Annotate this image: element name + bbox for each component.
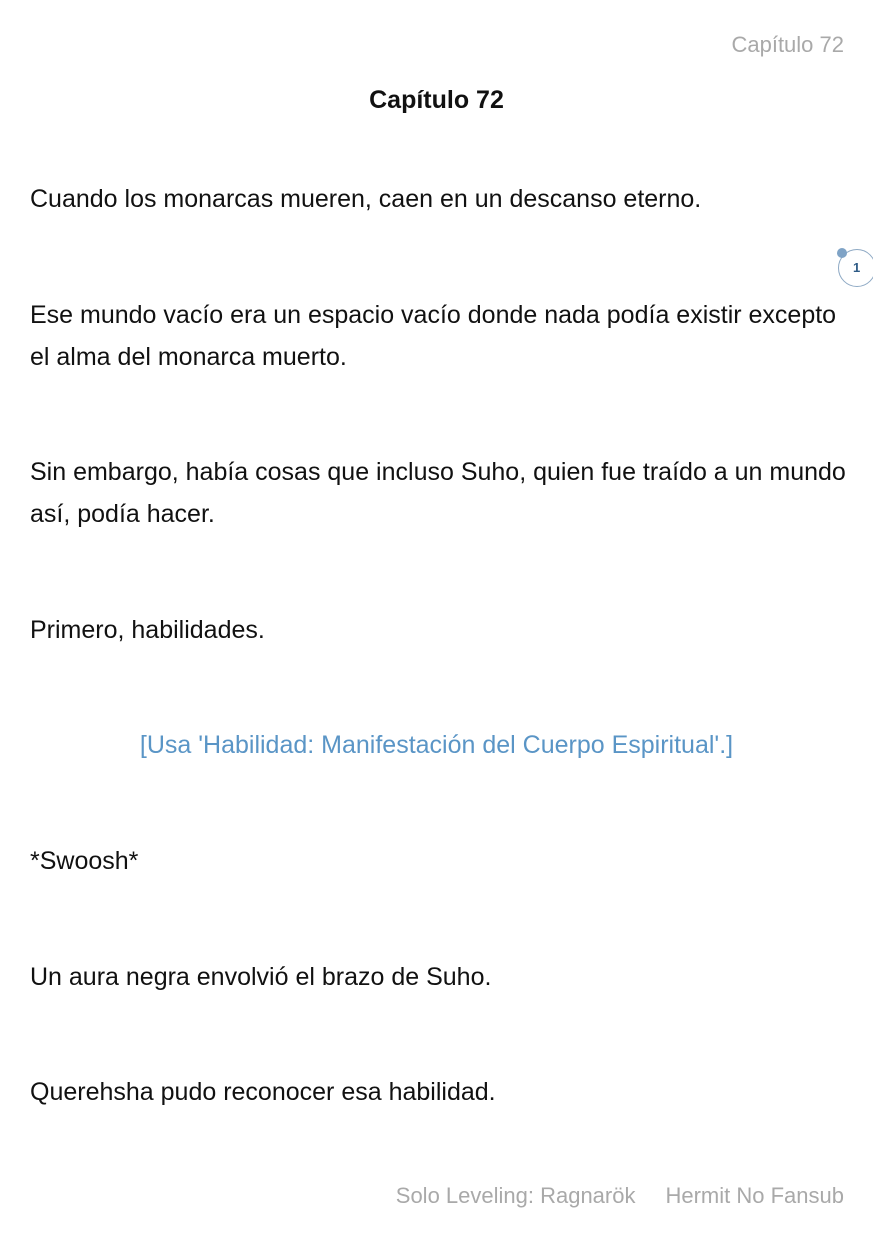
paragraph: Un aura negra envolvió el brazo de Suho. [30, 963, 492, 991]
comment-count: 1 [853, 260, 861, 275]
comment-count-badge[interactable] [838, 249, 873, 287]
running-header-chapter: Capítulo 72 [731, 32, 844, 57]
system-message: [Usa 'Habilidad: Manifestación del Cuerpo Espiritual'.] [139, 731, 734, 759]
paragraph: Primero, habilidades. [30, 616, 265, 644]
paragraph: *Swoosh* [30, 847, 139, 875]
chapter-title: Capítulo 72 [369, 86, 504, 114]
paragraph: Sin embargo, había cosas que incluso Suho, quien fue traído a un mundo así, podía hacer. [30, 458, 846, 528]
page-footer [396, 1183, 844, 1209]
footer-group-name: Hermit No Fansub [665, 1183, 844, 1208]
paragraph: Querehsha pudo reconocer esa habilidad. [30, 1078, 496, 1106]
footer-series-title: Solo Leveling: Ragnarök [395, 1183, 636, 1208]
unread-dot-icon [837, 248, 847, 258]
paragraph: Cuando los monarcas mueren, caen en un descanso eterno. [30, 185, 702, 213]
paragraph: Ese mundo vacío era un espacio vacío donde nada podía existir excepto el alma del monarca muerto. [30, 301, 837, 371]
